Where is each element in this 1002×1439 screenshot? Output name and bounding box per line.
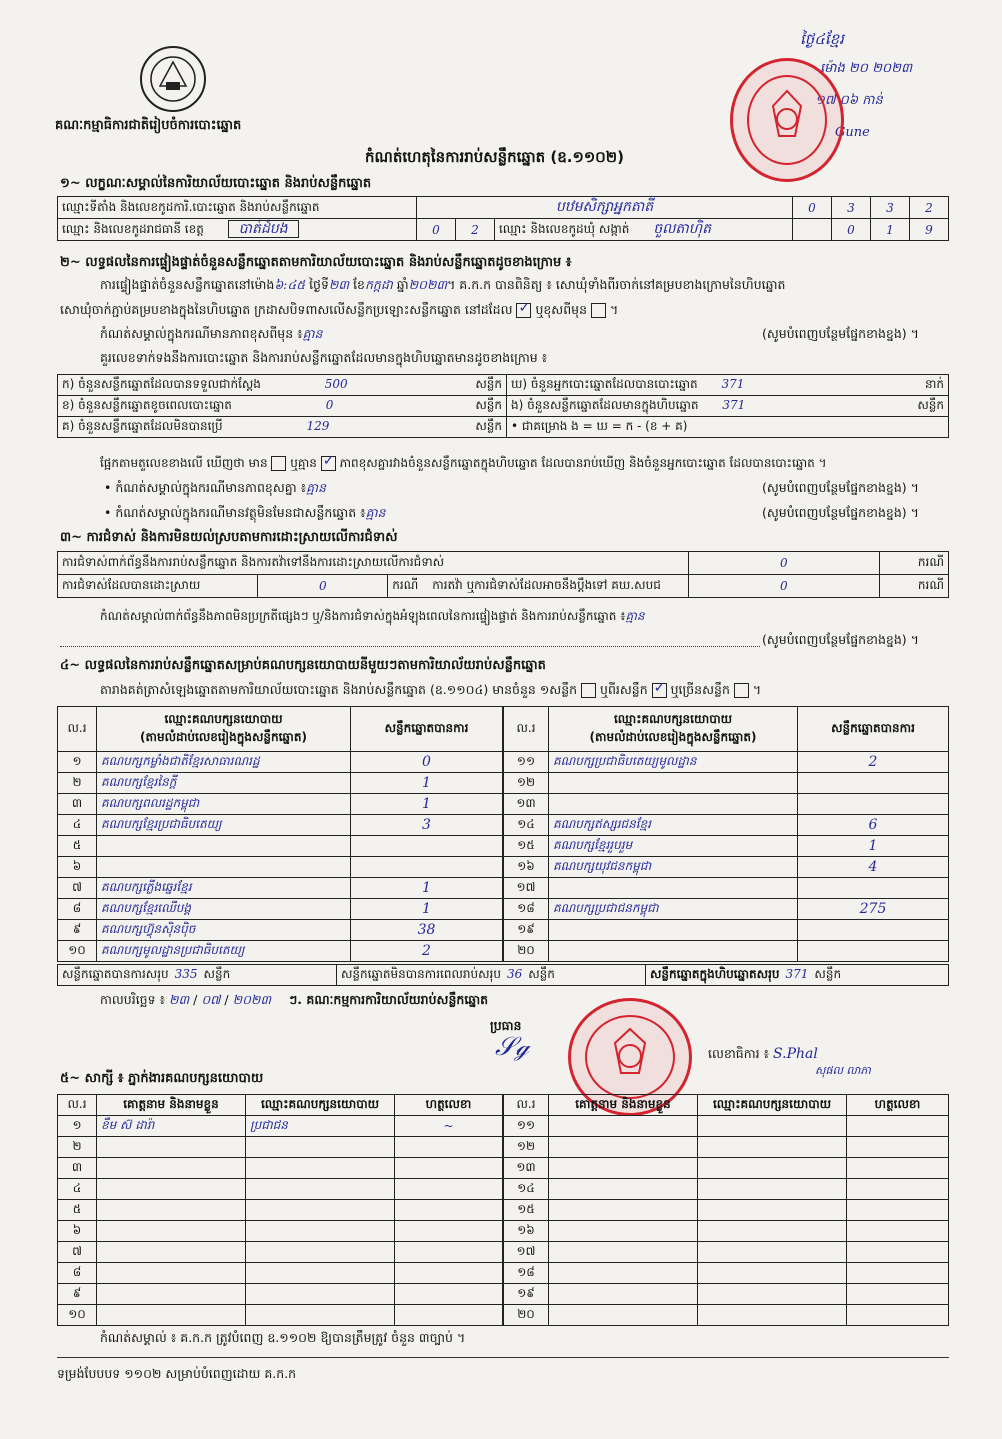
witness-party bbox=[698, 1158, 847, 1179]
party-name: គណបក្សមូលដ្ឋានប្រជាធិបតេយ្យ bbox=[97, 941, 351, 962]
witness-row bbox=[504, 1200, 949, 1221]
witness-party bbox=[246, 1179, 395, 1200]
witness-name bbox=[97, 1263, 246, 1284]
party-row bbox=[58, 878, 503, 899]
party-name: គណបក្សកម្លាំងជាតិខ្មែរសាធារណរដ្ឋ bbox=[97, 752, 351, 773]
party-name: គណបក្សឥស្សរជនខ្មែរ bbox=[549, 815, 798, 836]
witness-name bbox=[549, 1200, 698, 1221]
nec-logo bbox=[140, 46, 206, 112]
witness-no: ២ bbox=[58, 1137, 97, 1158]
witness-signature bbox=[395, 1305, 503, 1326]
witness-no: ៦ bbox=[58, 1221, 97, 1242]
witness-signature bbox=[395, 1137, 503, 1158]
formula: • ជាគម្រោង ង = ឃ = ក - (ខ + គ) bbox=[507, 417, 949, 438]
witness-row bbox=[504, 1263, 949, 1284]
party-votes: 1 bbox=[351, 773, 503, 794]
party-votes bbox=[798, 920, 949, 941]
witness-row bbox=[58, 1200, 503, 1221]
witness-name bbox=[549, 1116, 698, 1137]
party-votes: 0 bbox=[351, 752, 503, 773]
witness-party: ប្រជាជន bbox=[246, 1116, 395, 1137]
hand-note-2: ម៉ោង ២០ ២០២៣ bbox=[820, 61, 913, 76]
witness-no: ១៣ bbox=[504, 1158, 549, 1179]
witness-no: ២០ bbox=[504, 1305, 549, 1326]
party-votes: 6 bbox=[798, 815, 949, 836]
party-no: ៩ bbox=[58, 920, 97, 941]
witness-table bbox=[57, 1094, 949, 1326]
hand-note-1: ថ្ងៃ៤ខ្មែរ bbox=[800, 30, 844, 48]
school-code-3: 3 bbox=[871, 197, 910, 219]
counts-intro: គួរលេខទាក់ទងនឹងការបោះឆ្នោត និងការរាប់សន្លឹកឆ្នោតដែលមានក្នុងហិបឆ្នោតមានដូចខាងក្រោម ៖ bbox=[100, 350, 548, 365]
party-row bbox=[504, 920, 949, 941]
totals-table: សន្លឹកឆ្នោតបានការសរុប 335 សន្លឹក សន្លឹកឆ្នោតមិនបានការពេលរាប់សរុប 36 សន្លឹក សន្លឹកឆ្នោតក្នុងហិបឆ្នោតសរុប 371 សន្លឹក bbox=[57, 964, 949, 986]
witness-row bbox=[58, 1221, 503, 1242]
party-name: គណបក្សពលរដ្ឋកម្ពុជា bbox=[97, 794, 351, 815]
total-valid: 335 bbox=[174, 967, 198, 981]
witness-signature bbox=[847, 1179, 949, 1200]
party-votes bbox=[798, 773, 949, 794]
party-row bbox=[504, 941, 949, 962]
witness-no: ៨ bbox=[58, 1263, 97, 1284]
witness-name bbox=[549, 1284, 698, 1305]
witness-name bbox=[97, 1305, 246, 1326]
witness-signature bbox=[395, 1284, 503, 1305]
party-no: ១០ bbox=[58, 941, 97, 962]
party-row bbox=[504, 794, 949, 815]
province-code-1: 0 bbox=[417, 219, 456, 241]
official-stamp bbox=[730, 58, 844, 182]
party-table-left: ល.រ ឈ្មោះគណបក្សនយោបាយ (តាមលំដាប់លេខរៀងក្នុងសន្លឹកឆ្នោត) សន្លឹកឆ្នោតបានការ ១ គណបក្សកម្លាំងជាតិខ្មែរសាធារណរដ្ឋ 0 ២ គណបក្សខ្មែរនៃក្តី 1 ៣ គណបក្សពលរដ្ឋកម្ពុជា 1 ៤ គណបក្សខ្មែរប្រជាធិបតេយ្យ 3 ៥ ៦ ៧ គណបក្សភ្លើងឆ្នេរខ្មែរ 1 ៨ គណបក្សខ្មែរឈើបង្គ 1 ៩ គណបក្សហ៊្វុនស៊ិនប៉ិច 38 ១០ គណបក្សមូលដ្ឋានប្រជាធិបតេយ្យ 2 bbox=[57, 706, 503, 962]
unchanged-checkbox[interactable] bbox=[516, 303, 531, 318]
witness-signature bbox=[847, 1284, 949, 1305]
multi-sheets-checkbox[interactable] bbox=[734, 683, 749, 698]
party-row bbox=[504, 899, 949, 920]
witness-no: ១៨ bbox=[504, 1263, 549, 1284]
ka-value: 500 bbox=[324, 377, 348, 391]
party-row bbox=[504, 836, 949, 857]
party-no: ១៩ bbox=[504, 920, 549, 941]
witness-name bbox=[97, 1242, 246, 1263]
witness-no: ១៥ bbox=[504, 1200, 549, 1221]
witness-signature: ~ bbox=[395, 1116, 503, 1137]
witness-name bbox=[97, 1137, 246, 1158]
party-votes: 3 bbox=[351, 815, 503, 836]
party-no: ១២ bbox=[504, 773, 549, 794]
witness-signature bbox=[847, 1305, 949, 1326]
party-name bbox=[549, 920, 798, 941]
witness-signature bbox=[847, 1200, 949, 1221]
party-votes: 1 bbox=[351, 794, 503, 815]
witness-name bbox=[549, 1242, 698, 1263]
chair-signature: 𝒮ℊ bbox=[495, 1032, 530, 1062]
party-name bbox=[97, 836, 351, 857]
witness-no: ៧ bbox=[58, 1242, 97, 1263]
witness-row bbox=[58, 1263, 503, 1284]
note-2: • កំណត់សម្គាល់ក្នុងករណីមានភាពខុសគ្នា ៖គ្មាន bbox=[104, 480, 326, 495]
party-name: គណបក្សហ៊្វុនស៊ិនប៉ិច bbox=[97, 920, 351, 941]
party-row bbox=[58, 941, 503, 962]
form-footer: ទម្រង់បែបបទ ១១០២ សម្រាប់បំពេញដោយ គ.ក.ក bbox=[57, 1366, 297, 1381]
party-votes: 275 bbox=[798, 899, 949, 920]
commune-code-3: 9 bbox=[910, 219, 949, 241]
witness-party bbox=[698, 1116, 847, 1137]
party-no: ១៨ bbox=[504, 899, 549, 920]
party-votes: 1 bbox=[351, 899, 503, 920]
witness-no: ៩ bbox=[58, 1284, 97, 1305]
witness-party bbox=[698, 1284, 847, 1305]
party-name bbox=[549, 773, 798, 794]
witness-name bbox=[549, 1221, 698, 1242]
party-name: គណបក្សប្រជាជនកម្ពុជា bbox=[549, 899, 798, 920]
party-name: គណបក្សប្រជាធិបតេយ្យមូលដ្ឋាន bbox=[549, 752, 798, 773]
witness-name bbox=[549, 1179, 698, 1200]
witness-no: ១៦ bbox=[504, 1221, 549, 1242]
witness-name bbox=[97, 1284, 246, 1305]
witness-party bbox=[246, 1221, 395, 1242]
witness-name bbox=[97, 1221, 246, 1242]
form-title: កំណត់ហេតុនៃការរាប់សន្លឹកឆ្នោត (ឧ.១១០២) bbox=[365, 148, 625, 166]
party-row bbox=[58, 794, 503, 815]
section-1-heading: ១~ លក្ខណៈសម្គាល់នៃការិយាល័យបោះឆ្នោត និងរាប់សន្លឹកឆ្នោត bbox=[60, 176, 372, 191]
party-no: ៦ bbox=[58, 857, 97, 878]
date-line: កាលបរិច្ឆេទ ៖ ២៣ / ០៧ / ២០២៣ ៗ. គណៈកម្មការការិយាល័យរាប់សន្លឹកឆ្នោត bbox=[100, 992, 489, 1007]
section-3-heading: ៣~ ការជំទាស់ និងការមិនយល់ស្របតាមការដោះស្រាយលើការជំទាស់ bbox=[60, 530, 398, 545]
two-sheets-checkbox[interactable] bbox=[652, 683, 667, 698]
kho-value: 371 bbox=[721, 377, 745, 391]
party-no: ៨ bbox=[58, 899, 97, 920]
witness-table-left: ល.រ គោត្តនាម និងនាមខ្លួន ឈ្មោះគណបក្សនយោបាយ ហត្ថលេខា ១ ខឹម ស៊ ដារ៉ា ប្រជាជន ~ ២ ៣ ៤ ៥ ៦ ៧ ៨ ៩ ១០ bbox=[57, 1094, 503, 1326]
party-votes bbox=[798, 794, 949, 815]
witness-no: ១០ bbox=[58, 1305, 97, 1326]
party-votes bbox=[798, 941, 949, 962]
witness-party bbox=[698, 1263, 847, 1284]
witness-name bbox=[97, 1158, 246, 1179]
total-box: 371 bbox=[785, 967, 809, 981]
secretary-name: សុផល លាភា bbox=[815, 1064, 871, 1077]
party-votes: 4 bbox=[798, 857, 949, 878]
witness-no: ៣ bbox=[58, 1158, 97, 1179]
witness-no: ១៩ bbox=[504, 1284, 549, 1305]
party-no: ១៥ bbox=[504, 836, 549, 857]
party-row bbox=[58, 899, 503, 920]
witness-no: ១១ bbox=[504, 1116, 549, 1137]
province-label: ឈ្មោះ និងលេខកូដរាជធានី ខេត្ត បាត់ដំបង bbox=[58, 219, 417, 241]
witness-row bbox=[504, 1116, 949, 1137]
witness-row bbox=[504, 1284, 949, 1305]
witness-party bbox=[246, 1263, 395, 1284]
witness-party bbox=[246, 1242, 395, 1263]
party-name: គណបក្សខ្មែរនៃក្តី bbox=[97, 773, 351, 794]
hand-note-3: ១៧ ០៦ កាន់ bbox=[815, 93, 883, 108]
party-name bbox=[549, 794, 798, 815]
note-1: កំណត់សម្គាល់ក្នុងករណីមានភាពខុសពីមុន ៖គ្មាន bbox=[100, 326, 323, 341]
witness-row bbox=[504, 1137, 949, 1158]
secretary-line: លេខាធិការ ៖ S.Phal bbox=[708, 1046, 818, 1062]
party-no: ៥ bbox=[58, 836, 97, 857]
section-2-heading: ២~ លទ្ធផលនៃការផ្ទៀងផ្ទាត់ចំនួនសន្លឹកឆ្នោតតាមការិយាល័យបោះឆ្នោត និងរាប់សន្លឹកឆ្នោតដូចខាងក្រោម ៖ bbox=[60, 255, 572, 270]
resolved-count: 0 bbox=[258, 575, 388, 598]
witness-signature bbox=[395, 1179, 503, 1200]
party-row bbox=[504, 815, 949, 836]
witness-party bbox=[246, 1284, 395, 1305]
section-1-table bbox=[57, 196, 949, 241]
party-name: គណបក្សភ្លើងឆ្នេរខ្មែរ bbox=[97, 878, 351, 899]
witness-name bbox=[549, 1263, 698, 1284]
party-row bbox=[58, 752, 503, 773]
witness-row bbox=[504, 1242, 949, 1263]
party-no: ២ bbox=[58, 773, 97, 794]
school-code-4: 2 bbox=[910, 197, 949, 219]
tally-sheet-line: តារាងគត់ត្រាសំឡេងឆ្នោតតាមការិយាល័យបោះឆ្នោត និងរាប់សន្លឹកឆ្នោត (ឧ.១១០៤) មានចំនួន ១សន្លឹក ឬពីរសន្លឹក ✓ ឬច្រើនសន្លឹក ។ bbox=[100, 682, 761, 701]
witness-name: ខឹម ស៊ ដារ៉ា bbox=[97, 1116, 246, 1137]
section-5-heading: ៥~ សាក្សី ៖ ភ្នាក់ងារគណបក្សនយោបាយ bbox=[60, 1071, 264, 1086]
commune-code-1: 0 bbox=[832, 219, 871, 241]
commune-name: ចួលតាហ៊ិត bbox=[653, 221, 711, 237]
witness-party bbox=[698, 1221, 847, 1242]
ko-value: 129 bbox=[306, 419, 330, 433]
commune-label: ឈ្មោះ និងលេខកូដឃុំ សង្កាត់ ចួលតាហ៊ិត bbox=[495, 219, 793, 241]
footnote: កំណត់សម្គាល់ ៖ គ.ក.ក ត្រូវបំពេញ ឧ.១១០២ ឱ្យបានត្រឹមត្រូវ ចំនួន ៣ច្បាប់ ។ bbox=[100, 1330, 466, 1345]
witness-party bbox=[246, 1158, 395, 1179]
witness-signature bbox=[395, 1263, 503, 1284]
party-votes bbox=[351, 857, 503, 878]
section-4-heading: ៤~ លទ្ធផលនៃការរាប់សន្លឹកឆ្នោតសម្រាប់គណបក្សនយោបាយនីមួយៗតាមការិយាល័យរាប់សន្លឹកឆ្នោត bbox=[60, 658, 546, 673]
party-no: ៤ bbox=[58, 815, 97, 836]
witness-signature bbox=[847, 1137, 949, 1158]
witness-no: ១២ bbox=[504, 1137, 549, 1158]
objections-count: 0 bbox=[689, 552, 879, 575]
verification-line: ការផ្ទៀងផ្ទាត់ចំនួនសន្លឹកឆ្នោតនៅម៉ោង៦:៤៥ ថ្ងៃទី២៣ ខែកក្កដា ឆ្នាំ២០២៣។ គ.ក.ក បានពិនិត្យ ៖ សោឃុំទាំងពីរចាក់នៅគម្របខាងក្រោមនៃហិបឆ្នោត bbox=[100, 277, 786, 292]
witness-no: ១៧ bbox=[504, 1242, 549, 1263]
witness-row bbox=[58, 1116, 503, 1137]
note-3: • កំណត់សម្គាល់ក្នុងករណីមានវត្ថុមិនមែនជាសន្លឹកឆ្នោត ៖គ្មាន bbox=[104, 505, 386, 520]
one-sheet-checkbox[interactable] bbox=[581, 683, 596, 698]
school-code-1: 0 bbox=[793, 197, 832, 219]
party-name bbox=[97, 857, 351, 878]
discrepancy-line: ផ្អែកតាមតួលេខខាងលើ ឃើញថា មាន ឬគ្មាន ✓ ភាពខុសគ្នារវាងចំនួនសន្លឹកឆ្នោតក្នុងហិបឆ្នោត ដែលបានរាប់ឃើញ និងចំនួនអ្នកបោះឆ្នោត ដែលបានបោះឆ្នោត ។ bbox=[100, 455, 827, 473]
witness-party bbox=[246, 1137, 395, 1158]
witness-party bbox=[246, 1200, 395, 1221]
party-votes: 2 bbox=[351, 941, 503, 962]
party-no: ៧ bbox=[58, 878, 97, 899]
witness-name bbox=[97, 1200, 246, 1221]
witness-no: ៥ bbox=[58, 1200, 97, 1221]
witness-party bbox=[698, 1242, 847, 1263]
party-votes: 2 bbox=[798, 752, 949, 773]
witness-row bbox=[58, 1242, 503, 1263]
party-name: គណបក្សខ្មែរឈើបង្គ bbox=[97, 899, 351, 920]
witness-signature bbox=[847, 1116, 949, 1137]
party-name: គណបក្សខ្មែរប្រជាធិបតេយ្យ bbox=[97, 815, 351, 836]
witness-name bbox=[549, 1305, 698, 1326]
party-row bbox=[504, 857, 949, 878]
party-no: ១១ bbox=[504, 752, 549, 773]
school-label: ឈ្មោះទីតាំង និងលេខកូដការិ.បោះឆ្នោត និងរាប់សន្លឹកឆ្នោត bbox=[58, 197, 417, 219]
province-name: បាត់ដំបង bbox=[228, 220, 299, 238]
party-no: ២០ bbox=[504, 941, 549, 962]
ng-value: 371 bbox=[722, 398, 746, 412]
kha-value: 0 bbox=[325, 398, 334, 412]
witness-row bbox=[58, 1158, 503, 1179]
party-votes bbox=[798, 878, 949, 899]
changed-checkbox[interactable] bbox=[591, 303, 606, 318]
witness-table-right: ល.រ គោត្តនាម និងនាមខ្លួន ឈ្មោះគណបក្សនយោបាយ ហត្ថលេខា ១១ ១២ ១៣ ១៤ ១៥ ១៦ ១៧ ១៨ ១៩ ២០ bbox=[503, 1094, 949, 1326]
witness-name bbox=[549, 1137, 698, 1158]
objection-note: កំណត់សម្គាល់ពាក់ព័ន្ធនឹងភាពមិនប្រក្រតីផ្សេងៗ ឬ/និងការជំទាស់ក្នុងអំឡុងពេលនៃការផ្ទៀងផ្ទាត់ និងការរាប់សន្លឹកឆ្នោត ៖គ្មាន bbox=[100, 609, 645, 623]
hand-signature: Gune bbox=[835, 125, 870, 140]
total-invalid: 36 bbox=[506, 967, 523, 981]
witness-no: ១៤ bbox=[504, 1179, 549, 1200]
party-table-right: ល.រ ឈ្មោះគណបក្សនយោបាយ (តាមលំដាប់លេខរៀងក្នុងសន្លឹកឆ្នោត) សន្លឹកឆ្នោតបានការ ១១ គណបក្សប្រជាធិបតេយ្យមូលដ្ឋាន 2 ១២ ១៣ ១៤ គណបក្សឥស្សរជនខ្មែរ 6 ១៥ គណបក្សខ្មែររួបរួម 1 ១៦ គណបក្សយុវជនកម្ពុជា 4 ១៧ ១៨ គណបក្សប្រជាជនកម្ពុជា 275 ១៩ ២០ bbox=[503, 706, 949, 962]
witness-row bbox=[504, 1221, 949, 1242]
party-votes: 1 bbox=[351, 878, 503, 899]
school-name: បឋមសិក្សាអ្នកតាតី bbox=[417, 197, 793, 219]
party-votes bbox=[351, 836, 503, 857]
no-discrepancy-checkbox[interactable] bbox=[321, 456, 336, 471]
objections-table: ការជំទាស់ពាក់ព័ន្ធនឹងការរាប់សន្លឹកឆ្នោត និងការតវ៉ាទៅនឹងការដោះស្រាយលើការជំទាស់ 0 ករណី ការជំទាស់ដែលបានដោះស្រាយ 0 ករណី ការតវ៉ា ឬការជំទាស់ដែលអាចនឹងប្តឹងទៅ គឃ.សបជ 0 ករណី bbox=[57, 551, 949, 598]
party-no: ១៧ bbox=[504, 878, 549, 899]
witness-name bbox=[549, 1158, 698, 1179]
witness-signature bbox=[395, 1158, 503, 1179]
committee-name: គណៈកម្មាធិការជាតិរៀបចំការបោះឆ្នោត bbox=[55, 118, 242, 133]
witness-row bbox=[504, 1158, 949, 1179]
party-row bbox=[504, 878, 949, 899]
witness-row bbox=[58, 1284, 503, 1305]
witness-party bbox=[698, 1137, 847, 1158]
witness-signature bbox=[847, 1242, 949, 1263]
party-no: ១៤ bbox=[504, 815, 549, 836]
party-name: គណបក្សយុវជនកម្ពុជា bbox=[549, 857, 798, 878]
counts-table: ក) ចំនួនសន្លឹកឆ្នោតដែលបានទទួលជាក់ស្តែង 500 សន្លឹក ឃ) ចំនួនអ្នកបោះឆ្នោតដែលបានបោះឆ្នោត 371 នាក់ ខ) ចំនួនសន្លឹកឆ្នោតខូចពេលបោះឆ្នោត 0 សន្លឹក ង) ចំនួនសន្លឹកឆ្នោតដែលមានក្នុងហិបឆ្នោត 371 សន្លឹក គ) ចំនួនសន្លឹកឆ្នោតដែលមិនបានប្រើ 129 សន្លឹក • ជាគម្រោង ង = ឃ = ក - (ខ + គ) bbox=[57, 374, 949, 438]
party-votes: 38 bbox=[351, 920, 503, 941]
witness-party bbox=[246, 1305, 395, 1326]
party-row bbox=[58, 836, 503, 857]
witness-name bbox=[97, 1179, 246, 1200]
witness-party bbox=[698, 1179, 847, 1200]
commune-code-2: 1 bbox=[871, 219, 910, 241]
witness-signature bbox=[395, 1242, 503, 1263]
party-row bbox=[58, 815, 503, 836]
witness-row bbox=[58, 1179, 503, 1200]
province-code-2: 2 bbox=[456, 219, 495, 241]
has-discrepancy-checkbox[interactable] bbox=[271, 456, 286, 471]
party-no: ១ bbox=[58, 752, 97, 773]
chair-label: ប្រធាន bbox=[490, 1018, 522, 1033]
witness-row bbox=[504, 1305, 949, 1326]
witness-row bbox=[58, 1305, 503, 1326]
party-row bbox=[58, 920, 503, 941]
witness-party bbox=[698, 1200, 847, 1221]
witness-row bbox=[58, 1137, 503, 1158]
party-name bbox=[549, 941, 798, 962]
party-no: ១៣ bbox=[504, 794, 549, 815]
party-votes: 1 bbox=[798, 836, 949, 857]
party-row bbox=[58, 773, 503, 794]
party-row bbox=[504, 773, 949, 794]
party-results bbox=[57, 706, 949, 962]
witness-party bbox=[698, 1305, 847, 1326]
party-no: ១៦ bbox=[504, 857, 549, 878]
party-no: ៣ bbox=[58, 794, 97, 815]
party-row bbox=[58, 857, 503, 878]
witness-no: ៤ bbox=[58, 1179, 97, 1200]
witness-no: ១ bbox=[58, 1116, 97, 1137]
witness-signature bbox=[395, 1221, 503, 1242]
witness-signature bbox=[847, 1263, 949, 1284]
witness-signature bbox=[847, 1221, 949, 1242]
school-code-2: 3 bbox=[832, 197, 871, 219]
seal-check-line: សោឃុំចាក់ភ្ជាប់គម្របខាងក្នុងនៃហិបឆ្នោត ក្រដាសបិទពាសលើសន្លឹកប្រឡោះសន្លឹកឆ្នោត នៅដដែល ✓ ឬខុសពីមុន ។ bbox=[60, 302, 618, 321]
party-name bbox=[549, 878, 798, 899]
witness-signature bbox=[847, 1158, 949, 1179]
witness-row bbox=[504, 1179, 949, 1200]
witness-signature bbox=[395, 1200, 503, 1221]
party-name: គណបក្សខ្មែររួបរួម bbox=[549, 836, 798, 857]
party-row bbox=[504, 752, 949, 773]
appeal-count: 0 bbox=[689, 575, 879, 598]
